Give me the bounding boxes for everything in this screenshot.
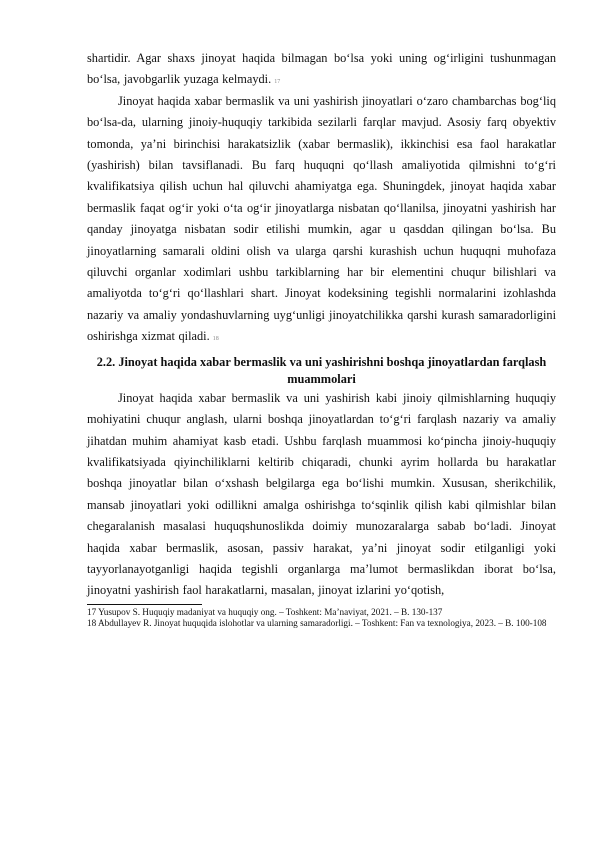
section-heading: 2.2. Jinoyat haqida xabar bermaslik va uni yashirishni boshqa jinoyatlardan farqlash muammolari bbox=[96, 354, 547, 386]
footnote-separator bbox=[87, 604, 202, 605]
paragraph-text: shartidir. Agar shaxs jinoyat haqida bilmagan boʻlsa yoki uning ogʻirligini tushunmagan boʻlsa, javobgarlik yuzaga kelmaydi. bbox=[87, 51, 556, 87]
paragraph-section-intro bbox=[87, 388, 556, 602]
paragraph-comparison bbox=[87, 91, 556, 348]
footnote-17: 17 Yusupov S. Huquqiy madaniyat va huquqiy ong. – Toshkent: Maʼnaviyat, 2021. – B. 130-137 bbox=[87, 606, 443, 617]
footnotes bbox=[87, 607, 556, 630]
footnote-ref-17[interactable]: 17 bbox=[274, 79, 281, 86]
paragraph-text: Jinoyat haqida xabar bermaslik va uni yashirish jinoyatlari oʻzaro chambarchas bogʻliq boʻlsa-da, ularning jinoiy-huquqiy tarkibida sezilarli farqlar mavjud. Asosiy farq obyektiv tomonda, yaʼni birinchisi harakatsizlik (xabar bermaslik), ikkinchisi esa faol harakatlar (yashirish) bilan tavsiflanadi. Bu farq huquqni qoʻllash amaliyotida qilmishni toʻgʻri kvalifikatsiya qilish uchun hal qiluvchi ahamiyatga ega. Shuningdek, jinoyat haqida xabar bermaslik faqat ogʻir yoki oʻta ogʻir jinoyatlarga nisbatan qoʻllanilsa, jinoyatni yashirish har qanday jinoyatga nisbatan sodir etilishi mumkin, agar u qasddan qilingan boʻlsa. Bu jinoyatlarning samarali oldini olish va ularga qarshi kurashish uchun huquqni muhofaza qiluvchi organlar xodimlari ushbu tarkiblarning har bir elementini chuqur bilishlari va amaliyotda toʻgʻri qoʻllashlari shart. Jinoyat kodeksining tegishli normalarini izohlashda nazariy va amaliy yondashuvlarning uygʻunligi jinoyatchilikka qarshi kurash samaradorligini oshirishga xizmat qiladi. bbox=[87, 93, 556, 344]
footnote-ref-18[interactable]: 18 bbox=[212, 336, 219, 343]
paragraph-continuation bbox=[87, 48, 556, 91]
document-page bbox=[87, 48, 556, 630]
footnote-18: 18 Abdullayev R. Jinoyat huquqida islohotlar va ularning samaradorligi. – Toshkent: Fan va texnologiya, 2023. – B. 100-108 bbox=[87, 618, 547, 629]
paragraph-text: Jinoyat haqida xabar bermaslik va uni yashirish kabi jinoiy qilmishlarning huquqiy mohiyatini chuqur anglash, ularni boshqa jinoyatlardan toʻgʻri farqlash nazariy va amaliy jihatdan muhim ahamiyat kasb etadi. Ushbu farqlash muammosi koʻpincha jinoiy-huquqiy kvalifikatsiyada qiyinchiliklarni keltirib chiqaradi, chunki ayrim hollarda bu harakatlar boshqa jinoyatlar bilan oʻxshash belgilarga ega boʻlishi mumkin. Xususan, sherikchilik, mansab jinoyatlari yoki odillikni amalga oshirishga toʻsqinlik qilish kabi qilmishlar bilan chegaralanish masalasi huquqshunoslikda doimiy munozaralarga sabab boʻladi. Jinoyat haqida xabar bermaslik, asosan, passiv harakat, yaʼni jinoyat sodir etilganligi yoki tayyorlanayotganligi haqida tegishli organlarga maʼlumot bermaslikdan iborat boʻlsa, jinoyatni yashirish faol harakatlarni, masalan, jinoyat izlarini yoʻqotish, bbox=[87, 390, 556, 598]
